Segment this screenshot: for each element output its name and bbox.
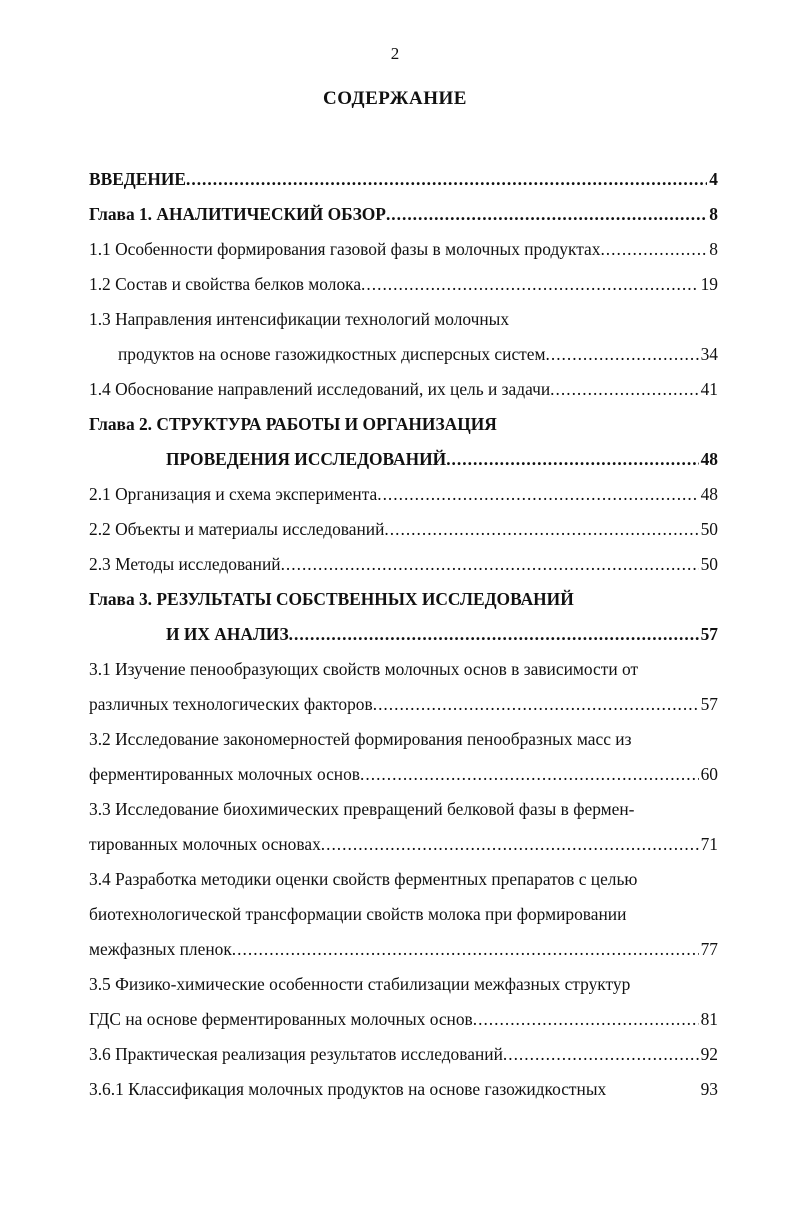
toc-page-number: 8: [709, 204, 718, 224]
toc-entry-3-6: 3.6 Практическая реализация результатов исследований ..... 92: [89, 1041, 718, 1067]
toc-page-number: 50: [700, 554, 718, 574]
toc-entry-3-5-line-1: 3.5 Физико-химические особенности стабилизации межфазных структур: [89, 974, 631, 994]
page-number: 2: [390, 44, 400, 63]
toc-entry-3-1-line-2: различных технологических факторов ..... 57: [89, 691, 718, 717]
toc-entry-chapter-2-line-2: ПРОВЕДЕНИЯ ИССЛЕДОВАНИЙ ..... 48: [166, 446, 718, 472]
toc-page-number: 92: [700, 1044, 718, 1064]
toc-entry-chapter-1: Глава 1. АНАЛИТИЧЕСКИЙ ОБЗОР ..... 8: [89, 201, 718, 227]
toc-entry-3-1-line-1: 3.1 Изучение пенообразующих свойств молочных основ в зависимости от: [89, 659, 639, 679]
toc-entry-3-2-line-1: 3.2 Исследование закономерностей формирования пенообразных масс из: [89, 729, 632, 749]
toc-entry-1-1: 1.1 Особенности формирования газовой фазы в молочных продуктах ..... 8: [89, 236, 718, 262]
toc-entry-3-4-line-1: 3.4 Разработка методики оценки свойств ферментных препаратов с целью: [89, 869, 638, 889]
toc-entry-intro: ВВЕДЕНИЕ ..... 4: [89, 166, 718, 192]
toc-page-number: 93: [700, 1079, 718, 1099]
toc-page-number: 48: [700, 484, 718, 504]
toc-page-number: 34: [700, 344, 718, 364]
toc-entry-chapter-2-line-1: Глава 2. СТРУКТУРА РАБОТЫ И ОРГАНИЗАЦИЯ: [89, 414, 497, 434]
toc-page-number: 60: [700, 764, 718, 784]
toc-page-number: 48: [700, 449, 718, 469]
toc-entry-3-3-line-2: тированных молочных основах ..... 71: [89, 831, 718, 857]
toc-entry-3-4-line-2: биотехнологической трансформации свойств молока при формировании: [89, 904, 627, 924]
toc-entry-chapter-3-line-2: И ИХ АНАЛИЗ ..... 57: [166, 621, 718, 647]
toc-page-number: 4: [709, 169, 718, 189]
toc-entry-1-2: 1.2 Состав и свойства белков молока ..... 19: [89, 271, 718, 297]
toc-page-number: 77: [700, 939, 718, 959]
toc-page-number: 50: [700, 519, 718, 539]
toc-page-number: 41: [700, 379, 718, 399]
toc-entry-2-2: 2.2 Объекты и материалы исследований ..... 50: [89, 516, 718, 542]
toc-page-number: 81: [700, 1009, 718, 1029]
toc-entry-1-3-line-1: 1.3 Направления интенсификации технологий молочных: [89, 309, 510, 329]
toc-page-number: 71: [700, 834, 718, 854]
toc-page-number: 19: [700, 274, 718, 294]
page-title: СОДЕРЖАНИЕ: [323, 88, 467, 109]
toc-entry-3-5-line-2: ГДС на основе ферментированных молочных основ ..... 81: [89, 1006, 718, 1032]
toc-entry-1-3-line-2: продуктов на основе газожидкостных дисперсных систем ..... 34: [118, 341, 718, 367]
toc-page-number: 57: [700, 624, 718, 644]
toc-entry-2-3: 2.3 Методы исследований ..... 50: [89, 551, 718, 577]
toc-page-number: 8: [709, 239, 718, 259]
toc-entry-3-3-line-1: 3.3 Исследование биохимических превращений белковой фазы в фермен-: [89, 799, 635, 819]
toc-entry-3-2-line-2: ферментированных молочных основ ..... 60: [89, 761, 718, 787]
toc-entry-2-1: 2.1 Организация и схема эксперимента ..... 48: [89, 481, 718, 507]
toc-page-number: 57: [700, 694, 718, 714]
toc-entry-1-4: 1.4 Обоснование направлений исследований, их цель и задачи ..... 41: [89, 376, 718, 402]
toc-entry-chapter-3-line-1: Глава 3. РЕЗУЛЬТАТЫ СОБСТВЕННЫХ ИССЛЕДОВАНИЙ: [89, 589, 574, 609]
toc-entry-3-6-1: 3.6.1 Классификация молочных продуктов на основе газожидкостных 93: [89, 1076, 718, 1102]
toc-entry-3-4-line-3: межфазных пленок ..... 77: [89, 936, 718, 962]
